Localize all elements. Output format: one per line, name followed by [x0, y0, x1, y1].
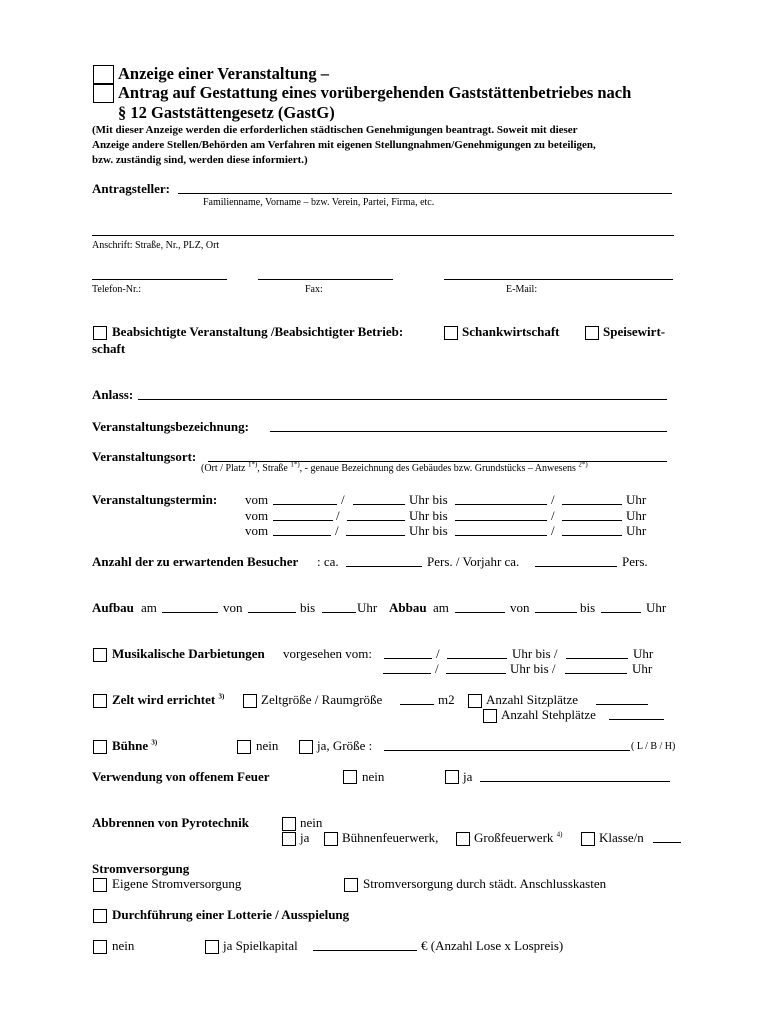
checkbox-buehne[interactable] [93, 740, 107, 754]
besucher-field[interactable] [346, 566, 422, 567]
musik-slash-1: / [436, 646, 440, 661]
besucher-vorjahr-field[interactable] [535, 566, 617, 567]
termin-uhrbis-3: Uhr bis [409, 523, 448, 538]
title-line-2: Antrag auf Gestattung eines vorübergehenden Gaststättenbetriebes nach [118, 83, 632, 102]
termin-label: Veranstaltungstermin: [92, 492, 218, 507]
note-line-1: (Mit dieser Anzeige werden die erforderlichen städtischen Genehmigungen beantragt. Soweit mit dieser [92, 124, 578, 136]
checkbox-lotterie-nein[interactable] [93, 940, 107, 954]
checkbox-anzeige[interactable] [93, 65, 114, 84]
termin-time-2[interactable] [347, 520, 405, 521]
musik-uhr-2: Uhr [632, 661, 653, 676]
ort-hint: (Ort / Platz $^{1*)}$, Straße $^{1*)}$, - genaue Bezeichnung des Gebäudes bzw. Grundstücks – Anwesens $^{2*)}$ [201, 460, 588, 474]
checkbox-musik[interactable] [93, 648, 107, 662]
zelt-groesse-label: Zeltgröße / Raumgröße [261, 692, 383, 707]
musik-label: Musikalische Darbietungen [112, 646, 265, 661]
termin-time-end-1[interactable] [562, 504, 622, 505]
musik-time-end-2[interactable] [565, 673, 627, 674]
bezeichnung-label: Veranstaltungsbezeichnung: [92, 419, 249, 434]
termin-date-end-2[interactable] [455, 520, 547, 521]
buehne-nein: nein [256, 738, 279, 753]
termin-slash-2: / [336, 508, 340, 523]
note-line-2: Anzeige andere Stellen/Behörden am Verfahren mit eigenen Stellungnahmen/Genehmigungen zu beteiligen, [92, 139, 596, 151]
applicant-address-hint: Anschrift: Straße, Nr., PLZ, Ort [92, 240, 220, 251]
besucher-ca: : ca. [317, 554, 339, 569]
termin-uhr-2: Uhr [626, 508, 647, 523]
checkbox-speisewirtschaft[interactable] [585, 326, 599, 340]
aufbau-date-field[interactable] [162, 612, 218, 613]
zelt-steh-label: Anzahl Stehplätze [501, 707, 596, 722]
abbau-to-field[interactable] [601, 612, 641, 613]
checkbox-feuer-ja[interactable] [445, 770, 459, 784]
title-line-3: § 12 Gaststättengesetz (GastG) [118, 103, 335, 122]
musik-uhrbis-1: Uhr bis / [512, 646, 558, 661]
strom-staedt: Stromversorgung durch städt. Anschlusskasten [363, 876, 607, 891]
termin-slash-end-1: / [551, 492, 555, 507]
musik-uhr-1: Uhr [633, 646, 654, 661]
applicant-address-field[interactable] [92, 235, 674, 236]
checkbox-strom-staedt[interactable] [344, 878, 358, 892]
abbau-label: Abbau [389, 600, 427, 615]
termin-date-end-1[interactable] [455, 504, 547, 505]
besucher-pers: Pers. [622, 554, 648, 569]
aufbau-label: Aufbau [92, 600, 134, 615]
email-label: E-Mail: [506, 284, 538, 295]
buehne-dims: ( L / B / H) [631, 741, 676, 752]
pyro-label: Abbrennen von Pyrotechnik [92, 815, 249, 830]
event-type-label: Beabsichtigte Veranstaltung /Beabsichtigter Betrieb: [112, 324, 404, 339]
anlass-label: Anlass: [92, 387, 134, 402]
termin-time-end-3[interactable] [562, 535, 622, 536]
checkbox-feuer-nein[interactable] [343, 770, 357, 784]
aufbau-bis: bis [300, 600, 316, 615]
termin-date-3[interactable] [273, 535, 331, 536]
aufbau-from-field[interactable] [248, 612, 296, 613]
option-schankwirtschaft: Schankwirtschaft [462, 324, 560, 339]
termin-vom-1: vom [245, 492, 269, 507]
musik-uhrbis-2: Uhr bis / [510, 661, 556, 676]
buehne-label: Bühne $^{3)}$ [112, 738, 158, 753]
checkbox-antrag[interactable] [93, 84, 114, 103]
besucher-pers-vorjahr: Pers. / Vorjahr ca. [427, 554, 520, 569]
title-line-1: Anzeige einer Veranstaltung – [118, 64, 329, 83]
checkbox-buehnenfeuerwerk[interactable] [324, 832, 338, 846]
checkbox-buehne-ja[interactable] [299, 740, 313, 754]
pyro-klasse: Klasse/n [599, 830, 644, 845]
checkbox-klasse[interactable] [581, 832, 595, 846]
musik-time-2[interactable] [446, 673, 506, 674]
phone-field[interactable] [92, 279, 227, 280]
checkbox-schankwirtschaft[interactable] [444, 326, 458, 340]
zelt-label: Zelt wird errichtet $^{3)}$ [112, 692, 225, 707]
checkbox-grossfeuerwerk[interactable] [456, 832, 470, 846]
termin-uhrbis-1: Uhr bis [409, 492, 448, 507]
checkbox-pyro-ja[interactable] [282, 832, 296, 846]
feuer-ja-field[interactable] [480, 781, 670, 782]
musik-date-2[interactable] [383, 673, 431, 674]
option-speisewirtschaft-cont: schaft [92, 341, 126, 356]
buehne-ja-groesse: ja, Größe : [317, 738, 373, 753]
option-speisewirtschaft: Speisewirt- [603, 324, 666, 339]
pyro-klasse-field[interactable] [653, 842, 681, 843]
applicant-name-hint: Familienname, Vorname – bzw. Verein, Partei, Firma, etc. [203, 197, 435, 208]
ort-label: Veranstaltungsort: [92, 449, 197, 464]
termin-date-2[interactable] [273, 520, 333, 521]
musik-slash-2: / [435, 661, 439, 676]
termin-vom-2: vom [245, 508, 269, 523]
termin-time-1[interactable] [353, 504, 405, 505]
lotterie-spielkapital-field[interactable] [313, 950, 417, 951]
termin-slash-end-3: / [551, 523, 555, 538]
musik-time-1[interactable] [447, 658, 507, 659]
applicant-label: Antragsteller: [92, 181, 170, 196]
pyro-grossfeuerwerk: Großfeuerwerk $^{4)}$ [474, 830, 563, 845]
abbau-von: von [510, 600, 530, 615]
termin-uhr-1: Uhr [626, 492, 647, 507]
anlass-field[interactable] [138, 399, 667, 400]
checkbox-sitzplaetze[interactable] [468, 694, 482, 708]
checkbox-zeltgroesse[interactable] [243, 694, 257, 708]
checkbox-event-type[interactable] [93, 326, 107, 340]
aufbau-am: am [141, 600, 157, 615]
checkbox-zelt[interactable] [93, 694, 107, 708]
strom-label: Stromversorgung [92, 861, 190, 876]
zelt-m2: m2 [438, 692, 455, 707]
termin-time-end-2[interactable] [562, 520, 622, 521]
lotterie-ja-spielkapital: ja Spielkapital [223, 938, 298, 953]
zelt-sitz-field[interactable] [596, 704, 648, 705]
termin-date-1[interactable] [273, 504, 337, 505]
fax-label: Fax: [305, 284, 323, 295]
note-line-3: bzw. zuständig sind, werden diese informiert.) [92, 154, 308, 166]
checkbox-lotterie[interactable] [93, 909, 107, 923]
termin-slash-1: / [341, 492, 345, 507]
abbau-uhr: Uhr [646, 600, 667, 615]
aufbau-uhr: Uhr [357, 600, 378, 615]
pyro-nein: nein [300, 815, 323, 830]
zelt-sitz-label: Anzahl Sitzplätze [486, 692, 579, 707]
pyro-ja: ja [300, 830, 310, 845]
musik-time-end-1[interactable] [566, 658, 628, 659]
feuer-ja: ja [463, 769, 473, 784]
checkbox-stehplaetze[interactable] [483, 709, 497, 723]
termin-slash-3: / [335, 523, 339, 538]
strom-eigen: Eigene Stromversorgung [112, 876, 242, 891]
zelt-groesse-field[interactable] [400, 704, 434, 705]
aufbau-von: von [223, 600, 243, 615]
ort-field[interactable] [208, 461, 667, 462]
checkbox-pyro-nein[interactable] [282, 817, 296, 831]
termin-date-end-3[interactable] [455, 535, 547, 536]
termin-uhr-3: Uhr [626, 523, 647, 538]
musik-date-1[interactable] [384, 658, 432, 659]
checkbox-buehne-nein[interactable] [237, 740, 251, 754]
pyro-buehnenfeuerwerk: Bühnenfeuerwerk, [342, 830, 439, 845]
termin-slash-end-2: / [551, 508, 555, 523]
aufbau-to-field[interactable] [322, 612, 356, 613]
email-field[interactable] [444, 279, 673, 280]
abbau-date-field[interactable] [455, 612, 505, 613]
buehne-groesse-field[interactable] [384, 750, 630, 751]
checkbox-strom-eigen[interactable] [93, 878, 107, 892]
termin-vom-3: vom [245, 523, 269, 538]
lotterie-label: Durchführung einer Lotterie / Ausspielung [112, 907, 350, 922]
termin-time-3[interactable] [346, 535, 405, 536]
zelt-steh-field[interactable] [609, 719, 664, 720]
abbau-am: am [433, 600, 449, 615]
besucher-label: Anzahl der zu erwartenden Besucher [92, 554, 299, 569]
bezeichnung-field[interactable] [270, 431, 667, 432]
checkbox-lotterie-ja[interactable] [205, 940, 219, 954]
abbau-bis: bis [580, 600, 596, 615]
feuer-nein: nein [362, 769, 385, 784]
phone-label: Telefon-Nr.: [92, 284, 142, 295]
feuer-label: Verwendung von offenem Feuer [92, 769, 270, 784]
fax-field[interactable] [258, 279, 393, 280]
lotterie-euro: € (Anzahl Lose x Lospreis) [421, 938, 564, 953]
abbau-from-field[interactable] [535, 612, 577, 613]
musik-vorgesehen: vorgesehen vom: [283, 646, 372, 661]
applicant-name-field[interactable] [178, 193, 672, 194]
lotterie-nein: nein [112, 938, 135, 953]
termin-uhrbis-2: Uhr bis [409, 508, 448, 523]
